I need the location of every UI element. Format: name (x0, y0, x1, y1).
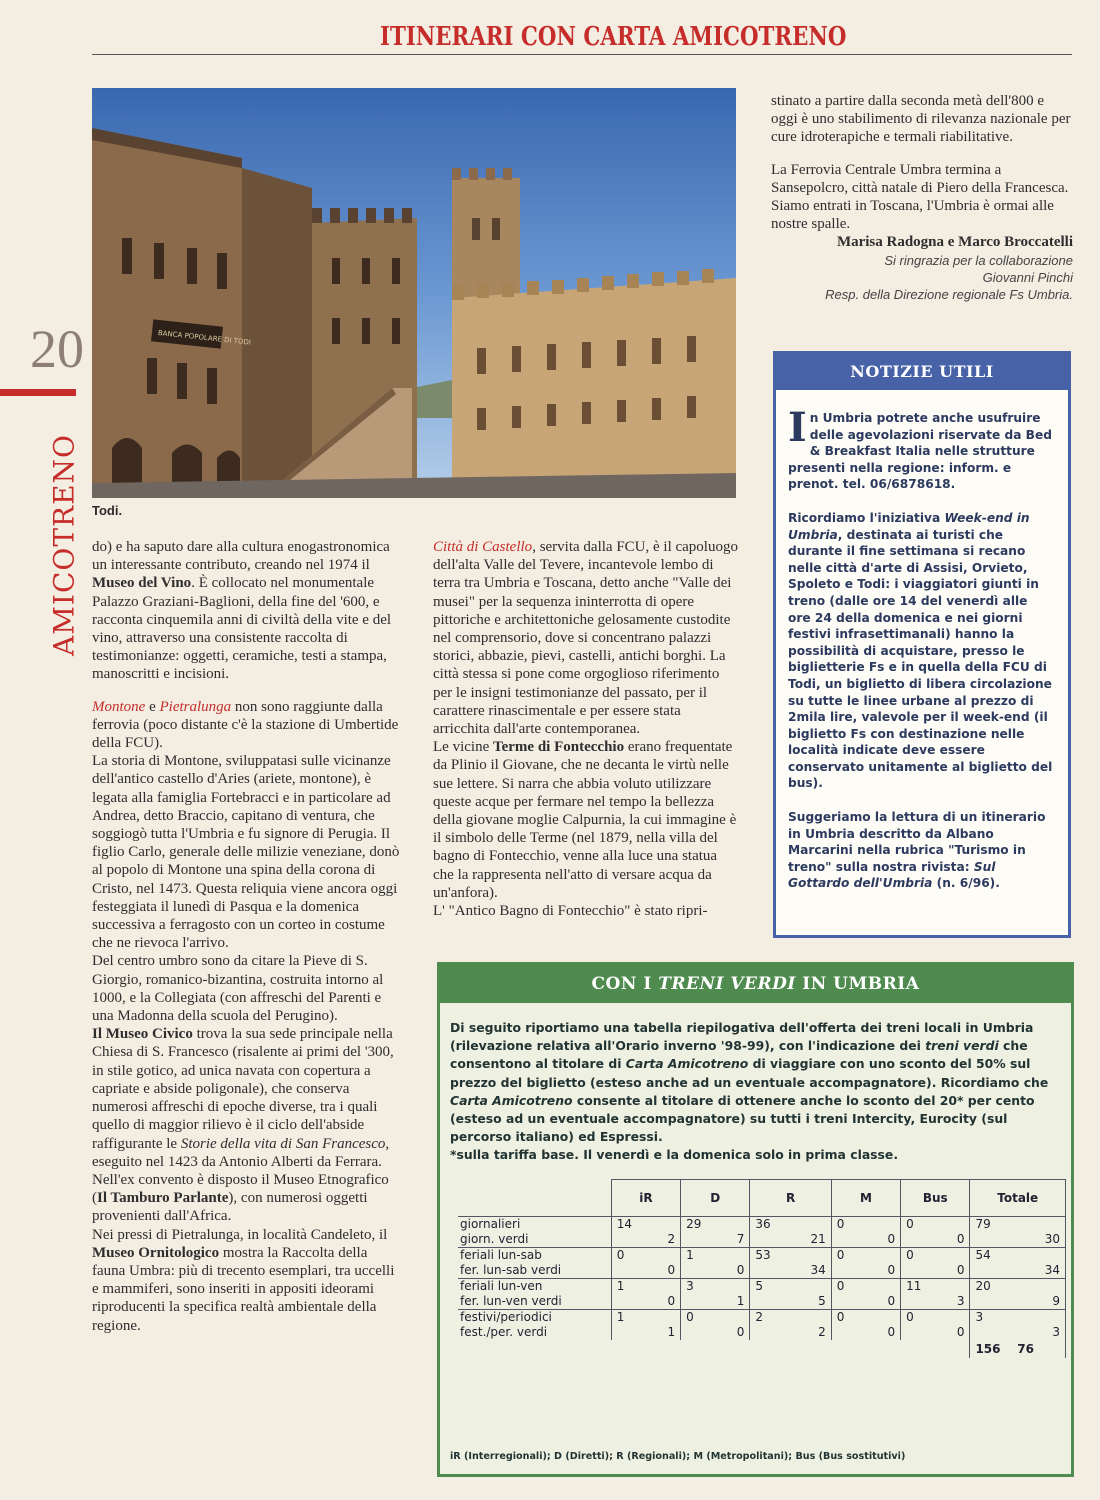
cell (750, 1340, 831, 1358)
table-row (458, 1310, 1066, 1326)
article-column-2 (433, 538, 738, 920)
cell: 1 (611, 1279, 680, 1295)
table-row (458, 1325, 1066, 1340)
cell: 0 (831, 1325, 900, 1340)
intro-paragraph: Di seguito riportiamo una tabella riepilogativa dell'offerta dei treni locali in Umbria (rilevazione relativa all'Orario inverno '98-99), con l'indicazione dei treni verdi che consentono al titolare di Carta Amicotreno di viaggiare con uno sconto del 50% sul prezzo del biglietto (esteso anche ad un eventuale accompagnatore). Ricordiamo che Carta Amicotreno consente al titolare di ottenere anche lo sconto del 20* per cento (esteso ad un eventuale accompagnatore) su tutti i treni Intercity, Eurocity (sul percorso italiano) ed Espressi. (450, 1020, 1049, 1145)
todi-piazza-illustration (92, 88, 736, 498)
cell: 3 (901, 1294, 970, 1310)
page-number: 20 (30, 319, 84, 379)
table-row (458, 1217, 1066, 1233)
cell: 7 (681, 1232, 750, 1248)
acknowledgement-name: Giovanni Pinchi (982, 269, 1073, 285)
paragraph: L' "Antico Bagno di Fontecchio" è stato ripri- (433, 903, 708, 920)
notizie-paragraph: In Umbria potrete anche usufruire delle agevolazioni riservate da Bed & Breakfast Italia nelle strutture presenti nella regione: inform. e prenot. tel. 06/6878618. (788, 404, 1052, 492)
cell: 3 (970, 1325, 1066, 1340)
cell: 2 (750, 1325, 831, 1340)
side-brand-text: AMICOTRENO (47, 434, 81, 656)
cell: 0 (901, 1232, 970, 1248)
paragraph: Il Museo Civico trova la sua sede principale nella Chiesa di S. Francesco (risalente ai primi del '300, in stile gotico, ad unica navata con copertura a capriate e abside poligonale), che conserva numerosi affreschi di epoche diverse, tra i quali quello di maggior rilievo è il ciclo dell'abside raffigurante le Storie della vita di San Francesco, eseguito nel 1423 da Antonio Alberti da Ferrara. Nell'ex convento è disposto il Museo Etnografico (Il Tamburo Parlante), con numerosi oggetti provenienti dall'Africa. (92, 1026, 394, 1225)
paragraph: Del centro umbro sono da citare la Pieve di S. Giorgio, romanico-bizantina, costruita intorno al 1000, e la Collegiata (con affreschi del Parenti e una Madonna della scuola del Perugino). (92, 953, 384, 1025)
cell: 0 (901, 1310, 970, 1326)
paragraph: Città di Castello, servita dalla FCU, è il capoluogo dell'alta Valle del Tevere, incantevole lembo di terra tra Umbria e Toscana, detto anche "Valle dei musei" per la sequenza ininterrotta di opere pittoriche e architettoniche gelosamente custodite nel comprensorio, dove si concentrano palazzi storici, abbazie, pievi, castelli, antichi borghi. La città stessa si pone come orgoglioso riferimento per le insigni testimonianze del passato, per il carattere rinascimentale e per essere stata arricchita dall'arte contemporanea. (433, 539, 738, 738)
cell: 54 (970, 1248, 1066, 1264)
column-header: D (681, 1180, 750, 1217)
cell: 0 (831, 1232, 900, 1248)
cell: 0 (831, 1310, 900, 1326)
cell: 3 (681, 1279, 750, 1295)
cell (901, 1340, 970, 1358)
column-header: iR (611, 1180, 680, 1217)
column-header: Bus (901, 1180, 970, 1217)
column-header (458, 1180, 611, 1217)
cell: 0 (901, 1217, 970, 1233)
cell: 0 (611, 1263, 680, 1279)
header-rule (92, 54, 1072, 55)
paragraph: La Ferrovia Centrale Umbra termina a Sansepolcro, città natale di Piero della Francesca. Siamo entrati in Toscana, l'Umbria è ormai alle nostre spalle. (771, 161, 1069, 233)
cell (611, 1340, 680, 1358)
table-row (458, 1248, 1066, 1264)
row-label: fer. lun-sab verdi (458, 1263, 611, 1279)
article-credits (771, 233, 1073, 302)
cell: 5 (750, 1279, 831, 1295)
paragraph: stinato a partire dalla seconda metà dell'800 e oggi è uno stabilimento di rilevanza nazionale per cure idroterapiche e termali riabilitative. (771, 93, 1071, 146)
cell: 5 (750, 1294, 831, 1310)
column-header: M (831, 1180, 900, 1217)
footnote: *sulla tariffa base. Il venerdì e la domenica solo in prima classe. (450, 1147, 899, 1163)
cell: 1 (611, 1325, 680, 1340)
paragraph: Montone e Pietralunga non sono raggiunte dalla ferrovia (poco distante c'è la stazione di Umbertide della FCU). (92, 698, 399, 752)
acknowledgement: Si ringrazia per la collaborazione (884, 252, 1073, 268)
notizie-utili-box (773, 351, 1071, 938)
total-all: 156 (975, 1341, 1001, 1356)
cell: 0 (831, 1279, 900, 1295)
cell: 0 (901, 1248, 970, 1264)
cell: 0 (901, 1263, 970, 1279)
todi-photo (92, 88, 736, 498)
paragraph: Nei pressi di Pietralunga, in località Candeleto, il Museo Ornitologico mostra la Raccolta della fauna Umbra: più di trecento esemplari, tra uccelli e mammiferi, sono inseriti in appositi ideorami riproducenti la specifica realtà ambientale della regione. (92, 1226, 395, 1334)
bank-sign: BANCA POPOLARE DI TODI (157, 328, 252, 347)
photo-caption: Todi. (92, 503, 123, 518)
cell: 1 (681, 1294, 750, 1310)
cell: 0 (611, 1294, 680, 1310)
notizie-paragraph: Suggeriamo la lettura di un itinerario in Umbria descritto da Albano Marcarini nella rubrica "Turismo in treno" sulla nostra rivista: Sul Gottardo dell'Umbria (n. 6/96). (788, 810, 1046, 891)
table-row (458, 1263, 1066, 1279)
row-label: fest./per. verdi (458, 1325, 611, 1340)
article-column-3 (771, 92, 1073, 303)
row-label: giorn. verdi (458, 1232, 611, 1248)
cell: 21 (750, 1232, 831, 1248)
table-row (458, 1294, 1066, 1310)
cell: 0 (831, 1217, 900, 1233)
article-column-1 (92, 538, 404, 1335)
row-label: feriali lun-ven (458, 1279, 611, 1295)
row-label: festivi/periodici (458, 1310, 611, 1326)
page-header-title: ITINERARI CON CARTA AMICOTRENO (380, 22, 847, 52)
treni-verdi-box (437, 962, 1074, 1477)
table-row (458, 1279, 1066, 1295)
cell: 0 (681, 1310, 750, 1326)
totals-row (458, 1340, 1066, 1358)
row-label: giornalieri (458, 1217, 611, 1233)
cell: 14 (611, 1217, 680, 1233)
cell: 34 (970, 1263, 1066, 1279)
cell: 79 (970, 1217, 1066, 1233)
table-legend: iR (Interregionali); D (Diretti); R (Regionali); M (Metropolitani); Bus (Bus sostitutivi) (450, 1451, 906, 1462)
trains-table (458, 1179, 1066, 1358)
cell: 0 (831, 1248, 900, 1264)
cell: 0 (681, 1263, 750, 1279)
cell: 1 (611, 1310, 680, 1326)
cell: 3 (970, 1310, 1066, 1326)
column-header: R (750, 1180, 831, 1217)
paragraph: La storia di Montone, sviluppatasi sulle vicinanze dell'antico castello d'Aries (ariete, montone), è legata alla famiglia Fortebracci e in particolare ad Andrea, detto Braccio, capitano di ventura, che soggiogò tutta l'Umbria e fu signore di Perugia. Il figlio Carlo, generale delle milizie veneziane, donò al popolo di Montone una spina della corona di Cristo, nel 1473. Questa reliquia viene ancora oggi festeggiata il lunedì di Pasqua e la domenica successiva a ferragosto con un corteo in costume che ne rievoca l'arrivo. (92, 753, 400, 952)
cell: 0 (831, 1263, 900, 1279)
notizie-paragraph: Ricordiamo l'iniziativa Week-end in Umbria, destinata ai turisti che durante il fine settimana si recano nelle città d'arte di Assisi, Orvieto, Spoleto e Todi: i viaggiatori giunti in treno (dalle ore 14 del venerdì alle ore 24 della domenica e nei giorni festivi infrasettimanali) hanno la possibilità di acquistare, presso le biglietterie Fs e in quella della FCU di Todi, un biglietto di libera circolazione su tutte le linee urbane al prezzo di 2mila lire, valevole per il week-end (il biglietto Fs con destinazione nelle località indicate deve essere conservato unitamente al biglietto del bus). (788, 510, 1053, 791)
row-label: feriali lun-sab (458, 1248, 611, 1264)
cell: 2 (750, 1310, 831, 1326)
margin-red-bar (0, 389, 76, 396)
total-green: 76 (1017, 1341, 1034, 1356)
totals-cell (970, 1340, 1066, 1358)
cell (681, 1340, 750, 1358)
side-brand (44, 434, 84, 656)
cell: 0 (611, 1248, 680, 1264)
cell: 11 (901, 1279, 970, 1295)
cell: 29 (681, 1217, 750, 1233)
cell (831, 1340, 900, 1358)
column-header: Totale (970, 1180, 1066, 1217)
cell: 34 (750, 1263, 831, 1279)
cell: 36 (750, 1217, 831, 1233)
paragraph: Le vicine Terme di Fontecchio erano frequentate da Plinio il Giovane, che ne decanta le virtù nelle sue lettere. Si narra che abbia voluto utilizzare queste acque per fermare nel tempo la bellezza della giovane moglie Calpurnia, la cui immagine è il simbolo delle Terme (nel 1879, nella villa del bagno di Fontecchio, venne alla luce una statua che la rappresenta nell'atto di versare acqua da un'anfora). (433, 739, 737, 901)
table-header-row (458, 1180, 1066, 1217)
cell: 20 (970, 1279, 1066, 1295)
cell: 0 (901, 1325, 970, 1340)
cell: 9 (970, 1294, 1066, 1310)
treni-verdi-intro (450, 1019, 1065, 1165)
cell: 30 (970, 1232, 1066, 1248)
treni-verdi-title: CON I TRENI VERDI IN UMBRIA (440, 965, 1071, 1003)
cell: 0 (681, 1325, 750, 1340)
cell: 1 (681, 1248, 750, 1264)
acknowledgement-role: Resp. della Direzione regionale Fs Umbria. (825, 286, 1073, 302)
cell (458, 1340, 611, 1358)
paragraph: do) e ha saputo dare alla cultura enogastronomica un interessante contributo, creando nel 1974 il Museo del Vino. È collocato nel monumentale Palazzo Graziani-Baglioni, della fine del '600, e racconta cinquemila anni di civiltà della vite e del vino, attraverso una consistente raccolta di testimonianze: oggetti, ceramiche, testi a stampa, manoscritti e incisioni. (92, 539, 392, 683)
notizie-utili-title: NOTIZIE UTILI (776, 354, 1068, 390)
dropcap: I (788, 404, 807, 451)
row-label: fer. lun-ven verdi (458, 1294, 611, 1310)
authors: Marisa Radogna e Marco Broccatelli (836, 234, 1073, 251)
cell: 2 (611, 1232, 680, 1248)
cell: 53 (750, 1248, 831, 1264)
table-row (458, 1232, 1066, 1248)
cell: 0 (831, 1294, 900, 1310)
